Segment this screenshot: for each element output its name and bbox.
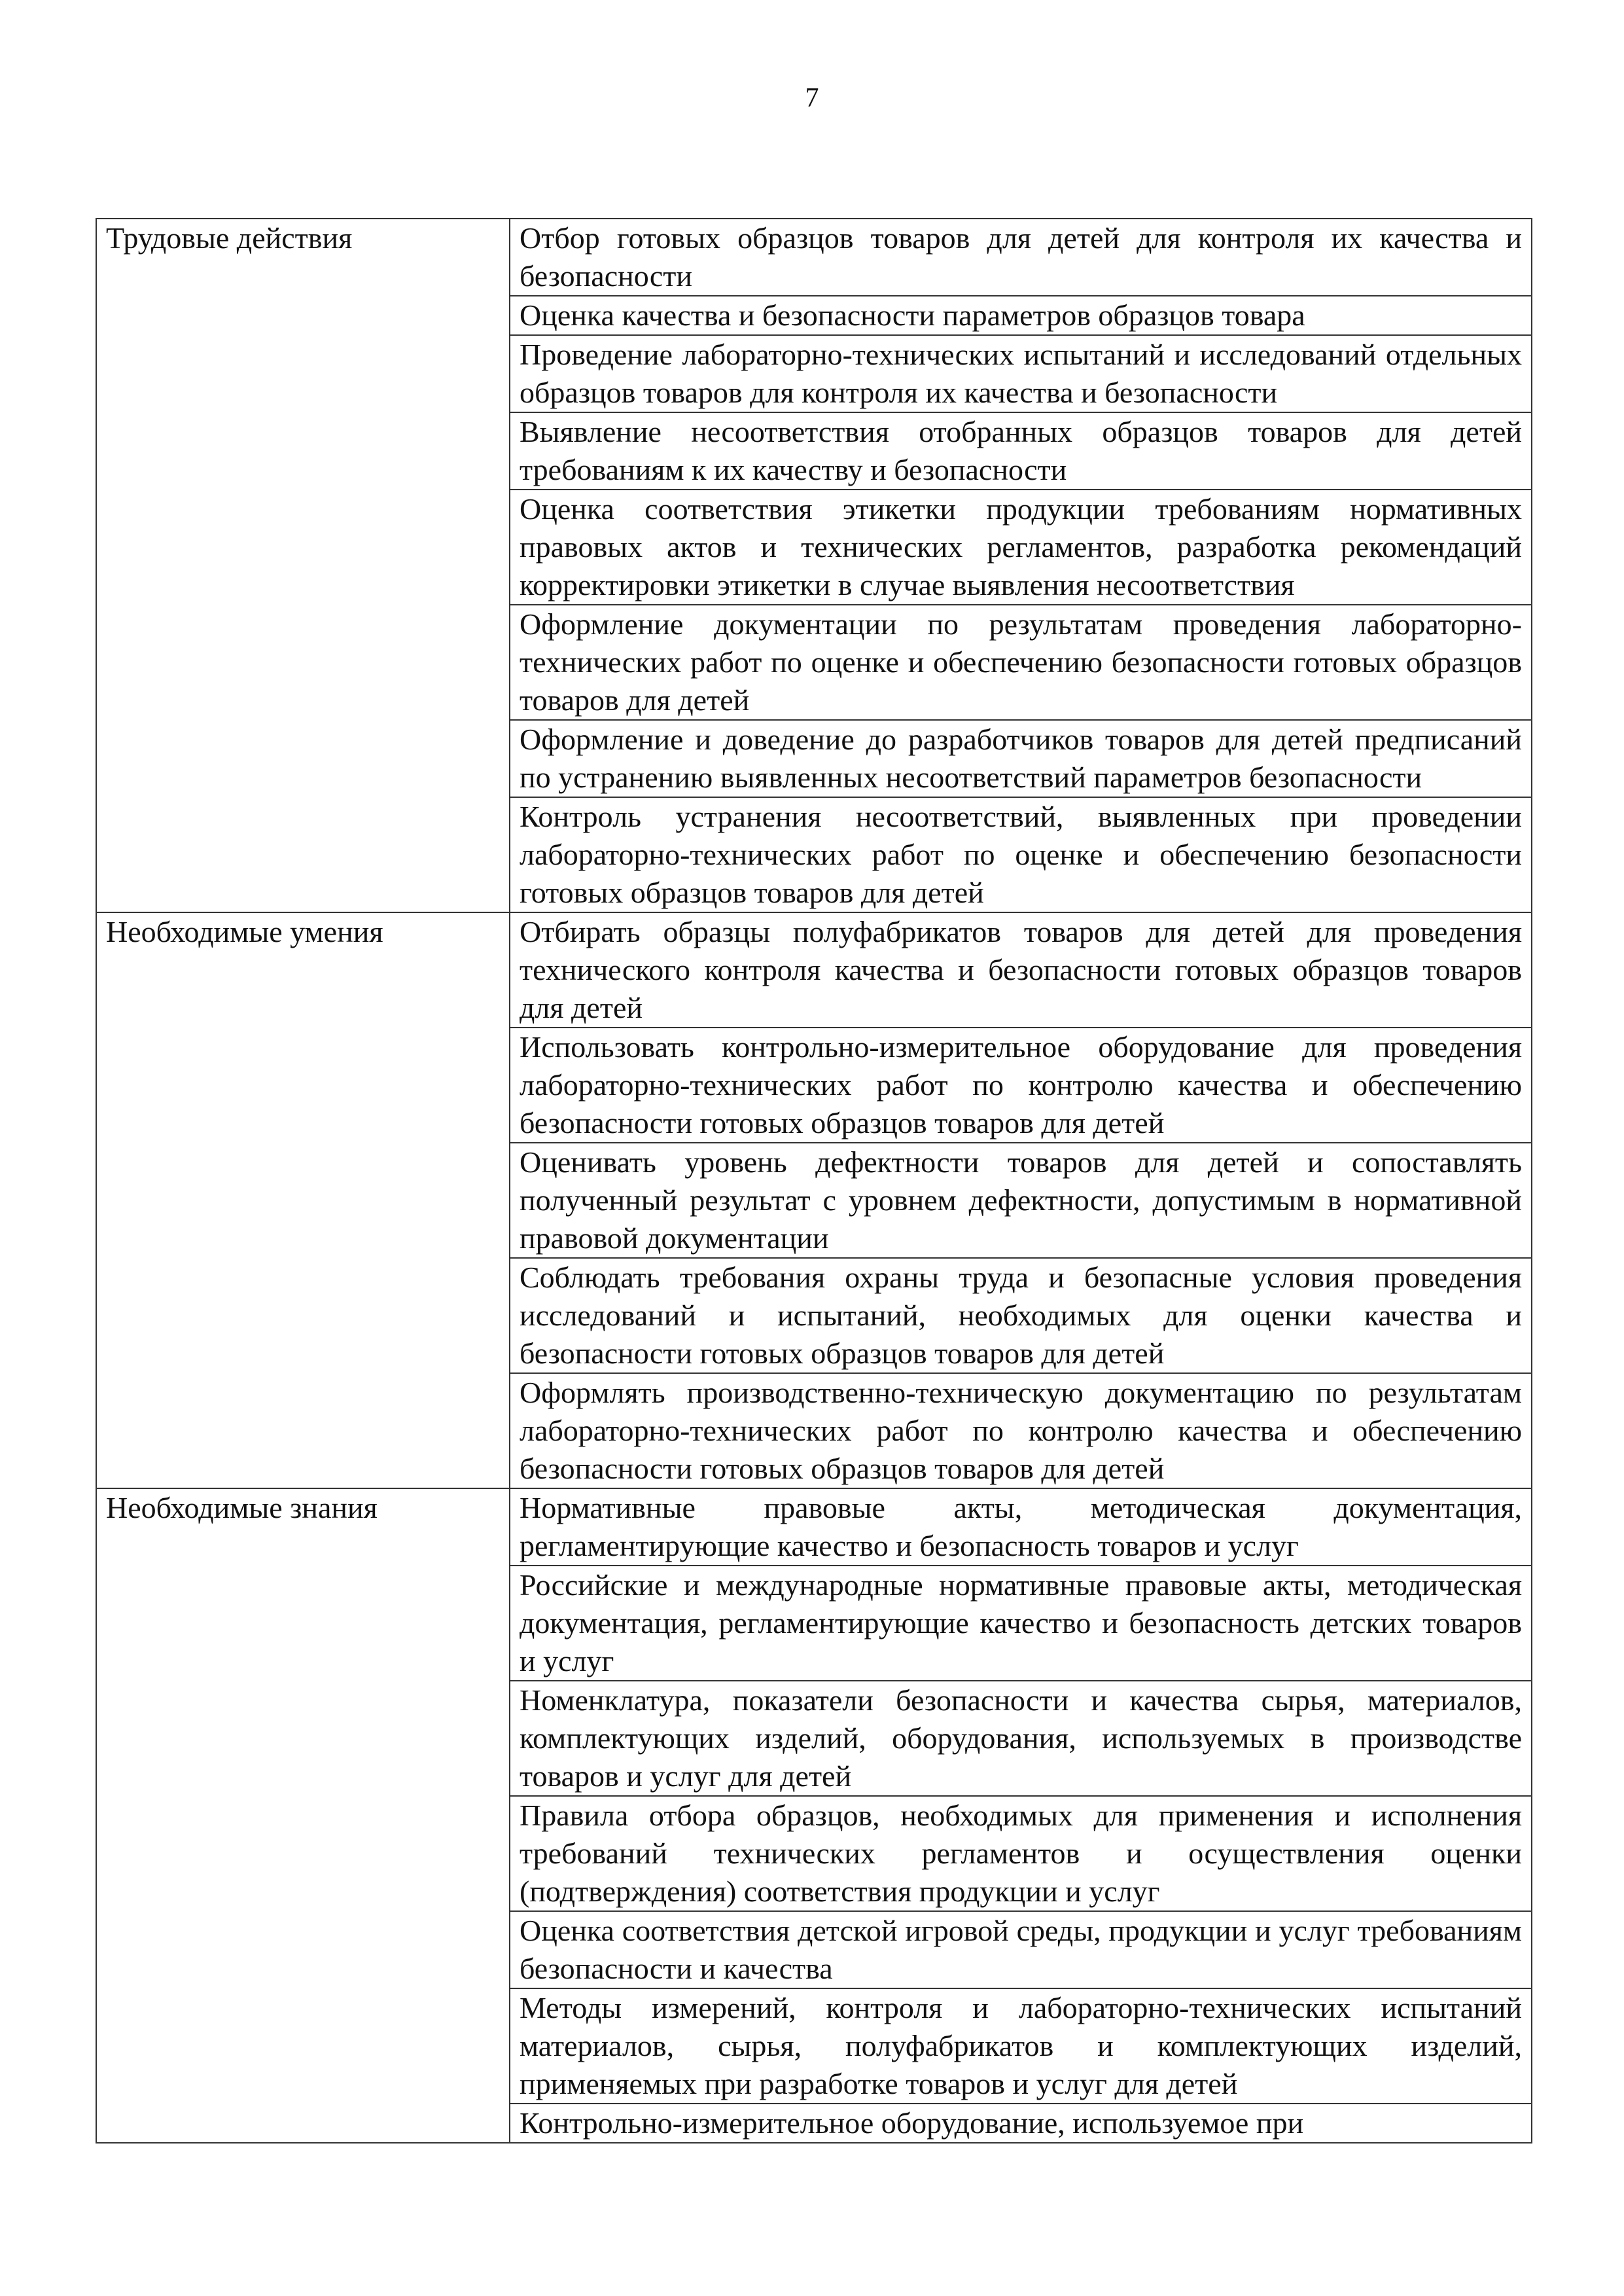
- table-row: [96, 912, 1532, 1028]
- item-cell: [510, 1373, 1532, 1488]
- item-text: Оформление документации по результатам проведения лабораторно-технических работ по оценке и обеспечению безопасности готовых образцов товаров для детей: [520, 607, 1522, 717]
- section-label-cell: [96, 912, 510, 1488]
- item-cell: [510, 412, 1532, 490]
- item-cell: [510, 2104, 1532, 2143]
- item-cell: [510, 1488, 1532, 1566]
- item-text: Правила отбора образцов, необходимых для применения и исполнения требований технических регламентов и осуществления оценки (подтверждения) соответствия продукции и услуг: [520, 1799, 1522, 1908]
- item-cell: [510, 490, 1532, 605]
- item-text: Отбирать образцы полуфабрикатов товаров для детей для проведения технического контроля качества и безопасности готовых образцов товаров для детей: [520, 915, 1522, 1024]
- table-row: [96, 219, 1532, 296]
- item-text: Отбор готовых образцов товаров для детей для контроля их качества и безопасности: [520, 221, 1522, 293]
- section-label-cell: [96, 219, 510, 912]
- item-cell: [510, 912, 1532, 1028]
- item-text: Оформлять производственно-техническую документацию по результатам лабораторно-технических работ по контролю качества и обеспечению безопасности готовых образцов товаров для детей: [520, 1376, 1522, 1485]
- item-text: Оценка соответствия этикетки продукции требованиям нормативных правовых актов и технических регламентов, разработка рекомендаций корректировки этикетки в случае выявления несоответствия: [520, 492, 1522, 601]
- section-label-cell: [96, 1488, 510, 2143]
- item-cell: [510, 296, 1532, 335]
- item-text: Методы измерений, контроля и лабораторно-технических испытаний материалов, сырья, полуфабрикатов и комплектующих изделий, применяемых при разработке товаров и услуг для детей: [520, 1991, 1522, 2100]
- section-label: Трудовые действия: [106, 221, 353, 255]
- item-cell: [510, 1681, 1532, 1796]
- section-label: Необходимые знания: [106, 1491, 378, 1524]
- item-cell: [510, 720, 1532, 797]
- item-text: Контрольно-измерительное оборудование, используемое при: [520, 2106, 1304, 2140]
- item-text: Российские и международные нормативные правовые акты, методическая документация, регламентирующие качество и безопасность детских товаров и услуг: [520, 1568, 1522, 1677]
- item-text: Проведение лабораторно-технических испытаний и исследований отдельных образцов товаров для контроля их качества и безопасности: [520, 338, 1522, 409]
- item-cell: [510, 797, 1532, 912]
- item-cell: [510, 1566, 1532, 1681]
- item-cell: [510, 1258, 1532, 1373]
- item-text: Номенклатура, показатели безопасности и качества сырья, материалов, комплектующих изделий, оборудования, используемых в производстве товаров и услуг для детей: [520, 1683, 1522, 1793]
- item-cell: [510, 1028, 1532, 1143]
- item-cell: [510, 1796, 1532, 1911]
- item-cell: [510, 1988, 1532, 2104]
- item-text: Оценка соответствия детской игровой среды, продукции и услуг требованиям безопасности и качества: [520, 1914, 1522, 1985]
- item-text: Соблюдать требования охраны труда и безопасные условия проведения исследований и испытаний, необходимых для оценки качества и безопасности готовых образцов товаров для детей: [520, 1261, 1522, 1370]
- item-text: Выявление несоответствия отобранных образцов товаров для детей требованиям к их качеству и безопасности: [520, 415, 1522, 486]
- item-cell: [510, 335, 1532, 412]
- competency-table: [96, 218, 1532, 2144]
- table-row: [96, 1488, 1532, 1566]
- item-cell: [510, 219, 1532, 296]
- item-text: Использовать контрольно-измерительное оборудование для проведения лабораторно-технических работ по контролю качества и обеспечению безопасности готовых образцов товаров для детей: [520, 1030, 1522, 1139]
- section-label: Необходимые умения: [106, 915, 383, 948]
- item-text: Контроль устранения несоответствий, выявленных при проведении лабораторно-технических работ по оценке и обеспечению безопасности готовых образцов товаров для детей: [520, 800, 1522, 909]
- item-text: Оформление и доведение до разработчиков товаров для детей предписаний по устранению выявленных несоответствий параметров безопасности: [520, 723, 1522, 794]
- item-cell: [510, 1911, 1532, 1988]
- item-cell: [510, 605, 1532, 720]
- item-text: Оценивать уровень дефектности товаров для детей и сопоставлять полученный результат с уровнем дефектности, допустимым в нормативной правовой документации: [520, 1145, 1522, 1255]
- item-text: Оценка качества и безопасности параметров образцов товара: [520, 298, 1305, 332]
- item-text: Нормативные правовые акты, методическая документация, регламентирующие качество и безопасность товаров и услуг: [520, 1491, 1522, 1562]
- page-number: 7: [805, 83, 819, 113]
- item-cell: [510, 1143, 1532, 1258]
